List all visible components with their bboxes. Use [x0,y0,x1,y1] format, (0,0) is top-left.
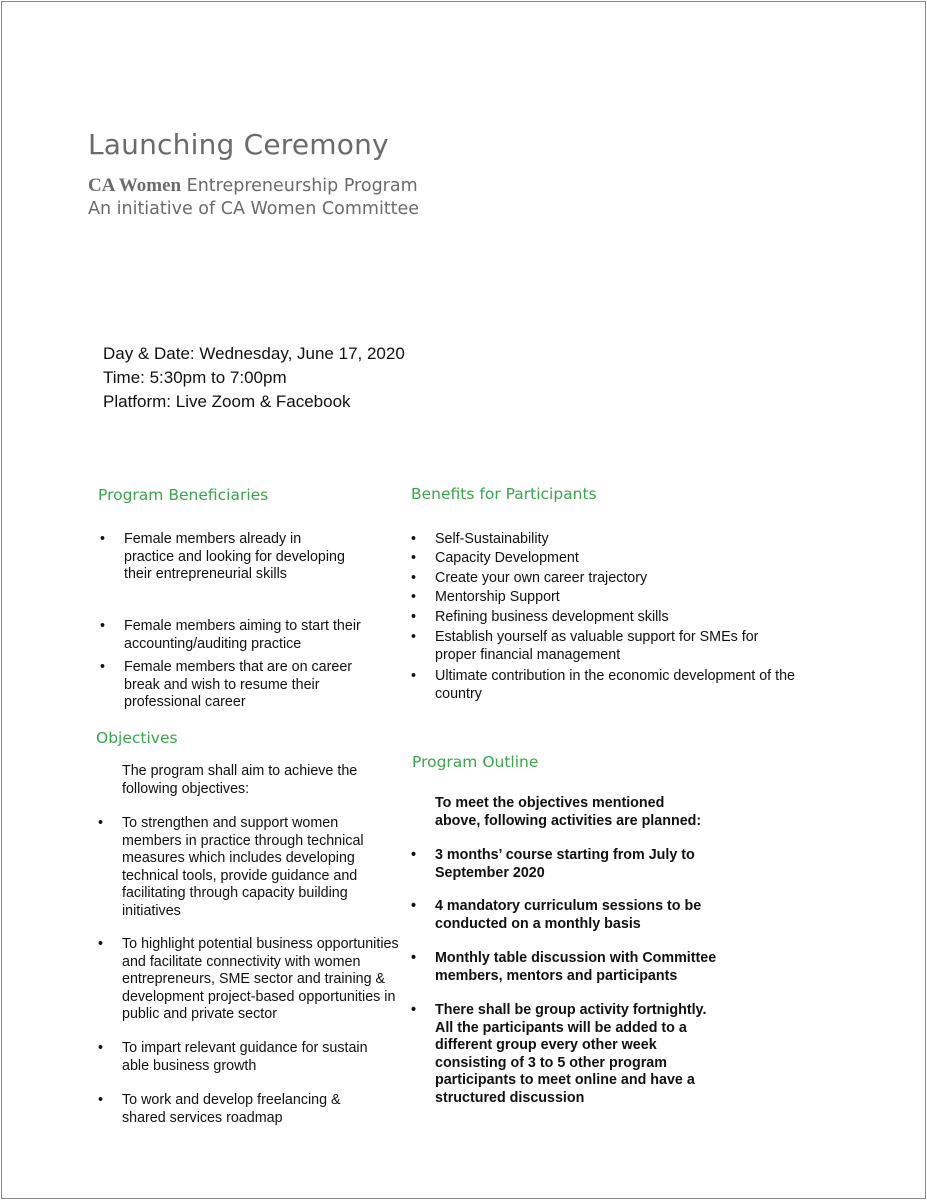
list-item: • There shall be group activity fortnightly. All the participants will be added to a different group every other week consisting of 3 to 5 other program participants to meet online and have a structured discussion [411,1002,707,1106]
list-item: • 4 mandatory curriculum sessions to be conducted on a monthly basis [411,898,702,932]
objectives-intro: The program shall aim to achieve the following objectives: [122,763,358,797]
outline-intro: To meet the objectives mentioned above, following activities are planned: [435,795,702,829]
event-platform: Platform: Live Zoom & Facebook [103,392,351,411]
list-item: • Refining business development skills [411,609,669,625]
beneficiaries-heading: Program Beneficiaries [98,486,269,504]
objectives-heading: Objectives [96,729,178,747]
list-item: • Female members aiming to start their accounting/auditing practice [100,618,361,652]
program-name: Entrepreneurship Program [181,176,418,196]
list-item: • 3 months’ course starting from July to September 2020 [411,847,695,881]
list-item: • Ultimate contribution in the economic development of the country [411,668,796,702]
list-item: • Monthly table discussion with Committee members, mentors and participants [411,950,717,984]
program-subtitle [88,175,418,197]
outline-heading: Program Outline [412,753,539,771]
list-item: • Self-Sustainability [411,531,549,547]
initiative-subtitle: An initiative of CA Women Committee [88,199,420,219]
list-item: • Create your own career trajectory [411,570,648,586]
list-item: • To strengthen and support women members in practice through technical measures which includes developing technical tools, provide guidance and facilitating through capacity building initiatives [98,815,364,919]
list-item: • Mentorship Support [411,589,560,605]
event-time: Time: 5:30pm to 7:00pm [103,368,287,387]
benefits-heading: Benefits for Participants [411,485,597,503]
list-item: • Establish yourself as valuable support for SMEs for proper financial management [411,629,759,663]
list-item: • To highlight potential business opportunities and facilitate connectivity with women entrepreneurs, SME sector and training & development project-based opportunities in public and private sector [98,936,399,1022]
event-details [103,342,405,414]
list-item: • To work and develop freelancing & shared services roadmap [98,1092,341,1126]
list-item: • Female members already in practice and looking for developing their entrepreneurial skills [100,531,345,582]
event-date: Day & Date: Wednesday, June 17, 2020 [103,344,405,363]
list-item: • Capacity Development [411,550,579,566]
ca-women-label: CA Women [88,175,182,196]
page-title: Launching Ceremony [88,128,389,161]
list-item: • To impart relevant guidance for sustain able business growth [98,1040,368,1074]
list-item: • Female members that are on career break and wish to resume their professional career [100,659,353,710]
